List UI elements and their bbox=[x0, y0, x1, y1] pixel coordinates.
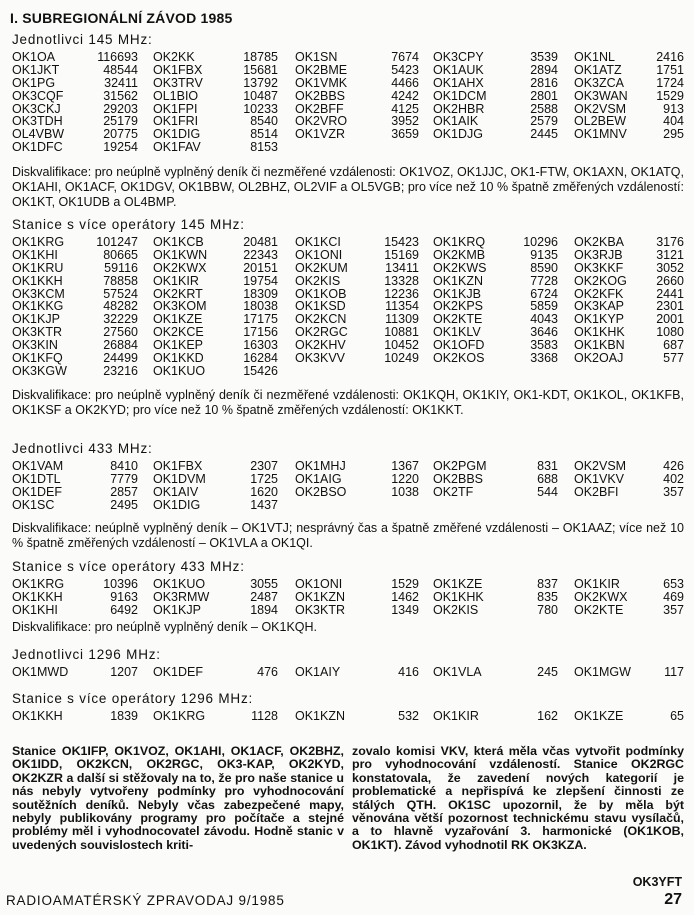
station-callsign: OK1NL bbox=[574, 50, 615, 64]
results-table bbox=[12, 460, 684, 512]
station-score: 1038 bbox=[391, 484, 419, 499]
station-callsign: OK3RJB bbox=[574, 247, 623, 262]
station-score: 544 bbox=[537, 484, 558, 499]
station-callsign: OK3KTR bbox=[295, 602, 346, 617]
station-callsign: OK1DVM bbox=[153, 471, 206, 486]
station-score: 837 bbox=[537, 577, 558, 591]
station-score: 13328 bbox=[384, 273, 419, 288]
station-score: 3952 bbox=[391, 114, 419, 129]
station-score: 476 bbox=[257, 665, 278, 679]
station-callsign: OK1AIV bbox=[153, 484, 199, 499]
results-table bbox=[12, 666, 684, 679]
station-callsign: OK3CQF bbox=[12, 88, 64, 103]
station-score: 4466 bbox=[391, 75, 419, 90]
station-score: 5423 bbox=[391, 62, 419, 77]
page-number: 27 bbox=[664, 891, 682, 908]
section-heading: Stanice s více operátory 1296 MHz: bbox=[12, 691, 254, 706]
table-row bbox=[12, 666, 684, 679]
station-score: 3659 bbox=[391, 127, 419, 142]
station-callsign: OK1KKG bbox=[12, 299, 64, 314]
station-score: 8590 bbox=[530, 260, 558, 275]
station-callsign: OK1DIG bbox=[153, 497, 201, 512]
station-callsign: OL1BIO bbox=[153, 88, 199, 103]
station-score: 3368 bbox=[530, 351, 558, 366]
station-score: 1724 bbox=[656, 75, 684, 90]
station-score: 2857 bbox=[110, 484, 138, 499]
table-row bbox=[12, 604, 684, 617]
station-callsign: OK1KKH bbox=[12, 273, 63, 288]
station-callsign: OK3WAN bbox=[574, 88, 628, 103]
station-score: 48544 bbox=[103, 62, 138, 77]
station-callsign: OK2KHV bbox=[295, 338, 346, 353]
station-score: 20481 bbox=[243, 235, 278, 249]
station-score: 2660 bbox=[656, 273, 684, 288]
station-score: 11354 bbox=[385, 299, 419, 314]
station-callsign: OK1KKH bbox=[12, 589, 63, 604]
station-callsign: OK1KZE bbox=[433, 577, 483, 591]
station-score: 1620 bbox=[250, 484, 278, 499]
station-score: 4043 bbox=[530, 312, 558, 327]
station-score: 2894 bbox=[530, 62, 558, 77]
station-score: 8540 bbox=[250, 114, 278, 129]
station-callsign: OK1KZE bbox=[574, 709, 624, 723]
station-callsign: OK1KRQ bbox=[433, 235, 486, 249]
station-score: 426 bbox=[663, 459, 684, 473]
station-score: 17175 bbox=[243, 312, 278, 327]
closing-text-left: Stanice OK1IFP, OK1VOZ, OK1AHI, OK1ACF, OK2BHZ, OK1IDD, OK2KCN, OK2RGC, OK3-KAP, OK2KYD, OK2KZR a další si stěžovaly na to, že pro naše stanice u nás nebyly vytvořeny podmínky pro vyhodnocování soutěžních deníků. Nebyly včas zabezpečené mapy, nebyly publikovány programy pro počítače a stejné problémy měl i vyhodnocovatel závodu. Hodně stanic v uvedených souvislostech kriti- bbox=[12, 744, 344, 852]
station-callsign: OK1KBN bbox=[574, 338, 625, 353]
station-callsign: OK1AIG bbox=[295, 471, 342, 486]
station-score: 16303 bbox=[243, 338, 278, 353]
station-callsign: OK3KTR bbox=[12, 325, 63, 340]
station-score: 8410 bbox=[110, 459, 138, 473]
station-callsign: OK3KOM bbox=[153, 299, 207, 314]
station-callsign: OK1AHX bbox=[433, 75, 484, 90]
station-score: 4242 bbox=[391, 88, 419, 103]
station-callsign: OK2KOS bbox=[433, 351, 485, 366]
station-callsign: OK1FAV bbox=[153, 140, 201, 155]
station-callsign: OK2HBR bbox=[433, 101, 485, 116]
station-score: 17156 bbox=[243, 325, 278, 340]
station-callsign: OK1VAM bbox=[12, 459, 64, 473]
station-callsign: OK2KTE bbox=[574, 602, 624, 617]
station-callsign: OK2KWS bbox=[433, 260, 487, 275]
station-callsign: OK1KZE bbox=[153, 312, 203, 327]
station-callsign: OK1KUO bbox=[153, 363, 206, 378]
station-callsign: OK1MHJ bbox=[295, 459, 346, 473]
station-callsign: OK1SC bbox=[12, 497, 55, 512]
station-score: 12236 bbox=[384, 286, 419, 301]
station-callsign: OK1FPI bbox=[153, 101, 198, 116]
station-callsign: OK2KMB bbox=[433, 247, 486, 262]
station-callsign: OK3CKJ bbox=[12, 101, 61, 116]
station-callsign: OK1KIR bbox=[574, 577, 620, 591]
station-score: 6724 bbox=[530, 286, 558, 301]
disqualification-note: Diskvalifikace: pro neúplně vyplněný deník či nezměřené vzdálenosti: OK1VOZ, OK1JJC, OK1-FTW, OK1AXN, OK1ATQ, OK1AHI, OK1ACF, OK1DGV, OK1BBW, OL2BHZ, OL2VIF a OL5VGB; pro více než 10 % špatně změřených vzdáleností: OK1KT, OK1UDB a OL4BMP. bbox=[12, 165, 684, 209]
station-callsign: OK2KTE bbox=[433, 312, 483, 327]
station-score: 10881 bbox=[384, 325, 419, 340]
station-score: 57524 bbox=[103, 286, 138, 301]
station-score: 59116 bbox=[104, 260, 138, 275]
station-score: 78858 bbox=[103, 273, 138, 288]
station-score: 2816 bbox=[530, 75, 558, 90]
table-row bbox=[12, 141, 684, 154]
station-score: 1220 bbox=[391, 471, 419, 486]
station-score: 2487 bbox=[250, 589, 278, 604]
station-score: 20775 bbox=[103, 127, 138, 142]
station-score: 48282 bbox=[103, 299, 138, 314]
station-score: 15681 bbox=[243, 62, 278, 77]
station-callsign: OK2BSO bbox=[295, 484, 347, 499]
station-callsign: OK1KKD bbox=[153, 351, 204, 366]
station-callsign: OK1KCB bbox=[153, 235, 204, 249]
station-callsign: OK3KKF bbox=[574, 260, 624, 275]
station-callsign: OK2KIS bbox=[295, 273, 341, 288]
station-callsign: OK1KJP bbox=[153, 602, 201, 617]
station-score: 7728 bbox=[530, 273, 558, 288]
station-score: 2001 bbox=[656, 312, 684, 327]
station-callsign: OK1AUK bbox=[433, 62, 484, 77]
station-score: 10296 bbox=[523, 235, 558, 249]
results-table bbox=[12, 51, 684, 154]
station-callsign: OK1OA bbox=[12, 50, 56, 64]
station-callsign: OK2BBS bbox=[433, 471, 484, 486]
station-score: 2416 bbox=[656, 50, 684, 64]
station-score: 24499 bbox=[103, 351, 138, 366]
station-callsign: OK2KRT bbox=[153, 286, 203, 301]
station-callsign: OK1VMK bbox=[295, 75, 348, 90]
station-callsign: OK2KCE bbox=[153, 325, 204, 340]
station-callsign: OK1KWN bbox=[153, 247, 208, 262]
station-score: 2495 bbox=[110, 497, 138, 512]
station-callsign: OK1KHK bbox=[574, 325, 625, 340]
station-callsign: OK1KJB bbox=[433, 286, 481, 301]
station-callsign: OK3TRV bbox=[153, 75, 203, 90]
station-callsign: OK1MNV bbox=[574, 127, 627, 142]
station-callsign: OK1ONI bbox=[295, 577, 343, 591]
station-score: 3055 bbox=[250, 577, 278, 591]
station-score: 7779 bbox=[110, 471, 138, 486]
station-callsign: OK1KYP bbox=[574, 312, 625, 327]
station-callsign: OK1AIY bbox=[295, 665, 341, 679]
results-table bbox=[12, 236, 684, 378]
section-heading: Jednotlivci 433 MHz: bbox=[12, 441, 153, 456]
station-callsign: OK1FBX bbox=[153, 459, 203, 473]
station-callsign: OK1MWD bbox=[12, 665, 69, 679]
station-callsign: OK3RMW bbox=[153, 589, 210, 604]
station-score: 1437 bbox=[250, 497, 278, 512]
publication-footer: RADIOAMATÉRSKÝ ZPRAVODAJ 9/1985 bbox=[6, 893, 285, 908]
station-score: 2301 bbox=[656, 299, 684, 314]
station-callsign: OK2KBA bbox=[574, 235, 625, 249]
station-callsign: OK1KZN bbox=[295, 709, 346, 723]
station-score: 65 bbox=[670, 709, 684, 723]
station-score: 31562 bbox=[103, 88, 138, 103]
station-callsign: OL2BEW bbox=[574, 114, 627, 129]
station-score: 3052 bbox=[656, 260, 684, 275]
station-score: 2801 bbox=[530, 88, 558, 103]
station-callsign: OK2VSM bbox=[574, 101, 627, 116]
station-score: 245 bbox=[537, 665, 558, 679]
station-score: 357 bbox=[663, 602, 684, 617]
station-score: 15423 bbox=[384, 235, 419, 249]
station-callsign: OK1KKH bbox=[12, 709, 63, 723]
station-callsign: OK1JKT bbox=[12, 62, 60, 77]
station-score: 26884 bbox=[103, 338, 138, 353]
station-score: 13792 bbox=[243, 75, 278, 90]
station-callsign: OK2BFI bbox=[574, 484, 619, 499]
station-score: 3121 bbox=[656, 247, 684, 262]
station-callsign: OK2KPS bbox=[433, 299, 484, 314]
station-score: 10452 bbox=[384, 338, 419, 353]
station-score: 8514 bbox=[250, 127, 278, 142]
station-score: 32229 bbox=[103, 312, 138, 327]
station-callsign: OK2KWX bbox=[574, 589, 628, 604]
station-score: 11309 bbox=[385, 312, 419, 327]
station-score: 20151 bbox=[243, 260, 278, 275]
station-score: 913 bbox=[663, 101, 684, 116]
station-callsign: OK1DEF bbox=[153, 665, 204, 679]
station-score: 416 bbox=[398, 665, 419, 679]
station-callsign: OK1DFC bbox=[12, 140, 63, 155]
station-score: 687 bbox=[663, 338, 684, 353]
station-score: 5859 bbox=[530, 299, 558, 314]
station-callsign: OK1KRU bbox=[12, 260, 64, 275]
station-callsign: OK2TF bbox=[433, 484, 474, 499]
station-callsign: OK3KCM bbox=[12, 286, 65, 301]
station-callsign: OK1KEP bbox=[153, 338, 204, 353]
station-callsign: OK1MGW bbox=[574, 665, 631, 679]
station-score: 2441 bbox=[656, 286, 684, 301]
station-callsign: OK2KOG bbox=[574, 273, 627, 288]
station-score: 80665 bbox=[103, 247, 138, 262]
station-score: 1128 bbox=[251, 709, 278, 723]
station-callsign: OK2BFF bbox=[295, 101, 344, 116]
station-score: 1207 bbox=[110, 665, 138, 679]
table-row bbox=[12, 365, 684, 378]
station-callsign: OK1VKV bbox=[574, 471, 625, 486]
station-score: 469 bbox=[663, 589, 684, 604]
station-score: 6492 bbox=[110, 602, 138, 617]
station-callsign: OK2VSM bbox=[574, 459, 627, 473]
station-callsign: OK2KK bbox=[153, 50, 195, 64]
station-callsign: OK1AIK bbox=[433, 114, 479, 129]
station-score: 22343 bbox=[243, 247, 278, 262]
author-signature: OK3YFT bbox=[632, 875, 682, 889]
station-callsign: OK2KIS bbox=[433, 602, 479, 617]
section-heading: Jednotlivci 1296 MHz: bbox=[12, 647, 161, 662]
station-callsign: OK1KIR bbox=[153, 273, 199, 288]
station-score: 7674 bbox=[391, 50, 419, 64]
station-callsign: OK1DTL bbox=[12, 471, 61, 486]
station-score: 1529 bbox=[391, 577, 419, 591]
station-score: 2307 bbox=[250, 459, 278, 473]
station-callsign: OK1KUO bbox=[153, 577, 206, 591]
station-score: 9135 bbox=[530, 247, 558, 262]
station-score: 19754 bbox=[243, 273, 278, 288]
table-row bbox=[12, 710, 684, 723]
station-score: 577 bbox=[663, 351, 684, 366]
station-score: 27560 bbox=[103, 325, 138, 340]
station-score: 2579 bbox=[530, 114, 558, 129]
station-callsign: OK1KHK bbox=[433, 589, 484, 604]
station-score: 25179 bbox=[103, 114, 138, 129]
station-callsign: OK2BBS bbox=[295, 88, 346, 103]
station-score: 18785 bbox=[243, 50, 278, 64]
station-score: 116693 bbox=[97, 50, 138, 64]
station-callsign: OK1KRG bbox=[12, 235, 65, 249]
station-callsign: OK1VLA bbox=[433, 665, 482, 679]
station-callsign: OK3ZCA bbox=[574, 75, 625, 90]
station-score: 532 bbox=[398, 709, 419, 723]
station-score: 1839 bbox=[110, 709, 138, 723]
station-score: 1751 bbox=[656, 62, 684, 77]
station-score: 831 bbox=[537, 459, 558, 473]
station-score: 402 bbox=[663, 471, 684, 486]
station-callsign: OK1DEF bbox=[12, 484, 63, 499]
station-callsign: OK2VRO bbox=[295, 114, 348, 129]
station-callsign: OK1KHI bbox=[12, 602, 58, 617]
station-callsign: OK1KSD bbox=[295, 299, 346, 314]
station-score: 9163 bbox=[110, 589, 138, 604]
section-heading: Jednotlivci 145 MHz: bbox=[12, 32, 153, 47]
station-callsign: OK1SN bbox=[295, 50, 338, 64]
station-callsign: OK2OAJ bbox=[574, 351, 624, 366]
station-callsign: OK1DIG bbox=[153, 127, 201, 142]
station-score: 1529 bbox=[656, 88, 684, 103]
station-callsign: OK1ATZ bbox=[574, 62, 622, 77]
station-callsign: OK1KJP bbox=[12, 312, 60, 327]
station-score: 10396 bbox=[103, 577, 138, 591]
station-callsign: OK1PG bbox=[12, 75, 56, 90]
station-score: 780 bbox=[537, 602, 558, 617]
station-score: 3583 bbox=[530, 338, 558, 353]
station-callsign: OK1KZN bbox=[433, 273, 484, 288]
station-callsign: OK1KIR bbox=[433, 709, 479, 723]
station-callsign: OK3KVV bbox=[295, 351, 346, 366]
station-callsign: OK2RGC bbox=[295, 325, 348, 340]
station-callsign: OK1KHI bbox=[12, 247, 58, 262]
station-callsign: OK1KRG bbox=[153, 709, 206, 723]
station-callsign: OK3CPY bbox=[433, 50, 484, 64]
station-callsign: OK2BME bbox=[295, 62, 348, 77]
station-score: 15426 bbox=[243, 363, 278, 378]
station-score: 10487 bbox=[243, 88, 278, 103]
station-callsign: OK2PGM bbox=[433, 459, 487, 473]
station-score: 10233 bbox=[243, 101, 278, 116]
station-callsign: OK1FRI bbox=[153, 114, 199, 129]
station-score: 295 bbox=[663, 127, 684, 142]
station-callsign: OK1DCM bbox=[433, 88, 487, 103]
station-score: 357 bbox=[663, 484, 684, 499]
station-callsign: OK1KCI bbox=[295, 235, 341, 249]
results-table bbox=[12, 710, 684, 723]
station-callsign: OK1KZN bbox=[295, 589, 346, 604]
page-title: I. SUBREGIONÁLNÍ ZÁVOD 1985 bbox=[10, 10, 233, 26]
station-callsign: OK2KFK bbox=[574, 286, 624, 301]
station-score: 13411 bbox=[385, 260, 419, 275]
station-score: 3539 bbox=[530, 50, 558, 64]
station-score: 835 bbox=[537, 589, 558, 604]
station-score: 18309 bbox=[243, 286, 278, 301]
station-callsign: OK1KOB bbox=[295, 286, 347, 301]
station-score: 2445 bbox=[530, 127, 558, 142]
station-score: 3646 bbox=[530, 325, 558, 340]
station-callsign: OK1ONI bbox=[295, 247, 343, 262]
station-score: 1894 bbox=[250, 602, 278, 617]
station-score: 29203 bbox=[103, 101, 138, 116]
station-score: 1349 bbox=[391, 602, 419, 617]
disqualification-note: Diskvalifikace: neúplně vyplněný deník – OK1VTJ; nesprávný čas a špatně změřené vzdálenosti – OK1AAZ; více než 10 % špatně změřených vzdáleností – OK1VLA a OK1QI. bbox=[12, 521, 684, 550]
station-score: 404 bbox=[663, 114, 684, 129]
station-score: 32411 bbox=[104, 75, 138, 90]
station-score: 117 bbox=[664, 665, 684, 679]
disqualification-note: Diskvalifikace: pro neúplně vyplněný deník – OK1KQH. bbox=[12, 620, 318, 634]
station-score: 1367 bbox=[391, 459, 419, 473]
station-callsign: OK1KRG bbox=[12, 577, 65, 591]
station-callsign: OK3KIN bbox=[12, 338, 58, 353]
results-table bbox=[12, 578, 684, 617]
station-callsign: OK1DJG bbox=[433, 127, 484, 142]
station-score: 3176 bbox=[656, 235, 684, 249]
station-score: 1462 bbox=[391, 589, 419, 604]
station-score: 2588 bbox=[530, 101, 558, 116]
station-score: 653 bbox=[663, 577, 684, 591]
station-score: 162 bbox=[537, 709, 558, 723]
station-score: 688 bbox=[537, 471, 558, 486]
station-callsign: OK2KWX bbox=[153, 260, 207, 275]
closing-text-right: zovalo komisi VKV, která měla včas vytvořit podmínky pro vyhodnocování vzdáleností. Stanice OK2RGC konstatovala, že zavedení nových kategorií je problematické a nepřispívá ke zlepšení činnosti ze stálých QTH. OK1SC upozornil, že by měla být věnována větší pozornost technickému stavu vysílačů, a to hlavně vyzařování 3. harmonické (OK1KOB, OK1KT). Závod vyhodnotil RK OK3KZA. bbox=[352, 744, 684, 852]
station-score: 1725 bbox=[250, 471, 278, 486]
station-callsign: OK3TDH bbox=[12, 114, 63, 129]
station-score: 19254 bbox=[103, 140, 138, 155]
station-score: 101247 bbox=[96, 235, 138, 249]
station-score: 4125 bbox=[391, 101, 419, 116]
station-score: 8153 bbox=[250, 140, 278, 155]
station-callsign: OK2KCN bbox=[295, 312, 347, 327]
station-callsign: OK1OFD bbox=[433, 338, 485, 353]
section-heading: Stanice s více operátory 145 MHz: bbox=[12, 217, 245, 232]
station-callsign: OK1KLV bbox=[433, 325, 481, 340]
station-score: 10249 bbox=[384, 351, 419, 366]
station-score: 18038 bbox=[243, 299, 278, 314]
station-score: 23216 bbox=[103, 363, 138, 378]
station-callsign: OK2KUM bbox=[295, 260, 348, 275]
station-callsign: OK3KGW bbox=[12, 363, 67, 378]
disqualification-note: Diskvalifikace: pro neúplně vyplněný deník či nezměřené vzdálenosti: OK1KQH, OK1KIY, OK1-KDT, OK1KOL, OK1KFB, OK1KSF a OK2KYD; pro více než 10 % špatně změřených vzdáleností: OK1KKT. bbox=[12, 388, 684, 417]
station-callsign: OL4VBW bbox=[12, 127, 65, 142]
station-callsign: OK1KFQ bbox=[12, 351, 63, 366]
station-callsign: OK1VZR bbox=[295, 127, 346, 142]
table-row bbox=[12, 499, 684, 512]
station-score: 15169 bbox=[384, 247, 419, 262]
section-heading: Stanice s více operátory 433 MHz: bbox=[12, 559, 245, 574]
station-callsign: OK3KAP bbox=[574, 299, 625, 314]
station-score: 16284 bbox=[243, 351, 278, 366]
station-score: 1080 bbox=[656, 325, 684, 340]
station-callsign: OK1FBX bbox=[153, 62, 203, 77]
